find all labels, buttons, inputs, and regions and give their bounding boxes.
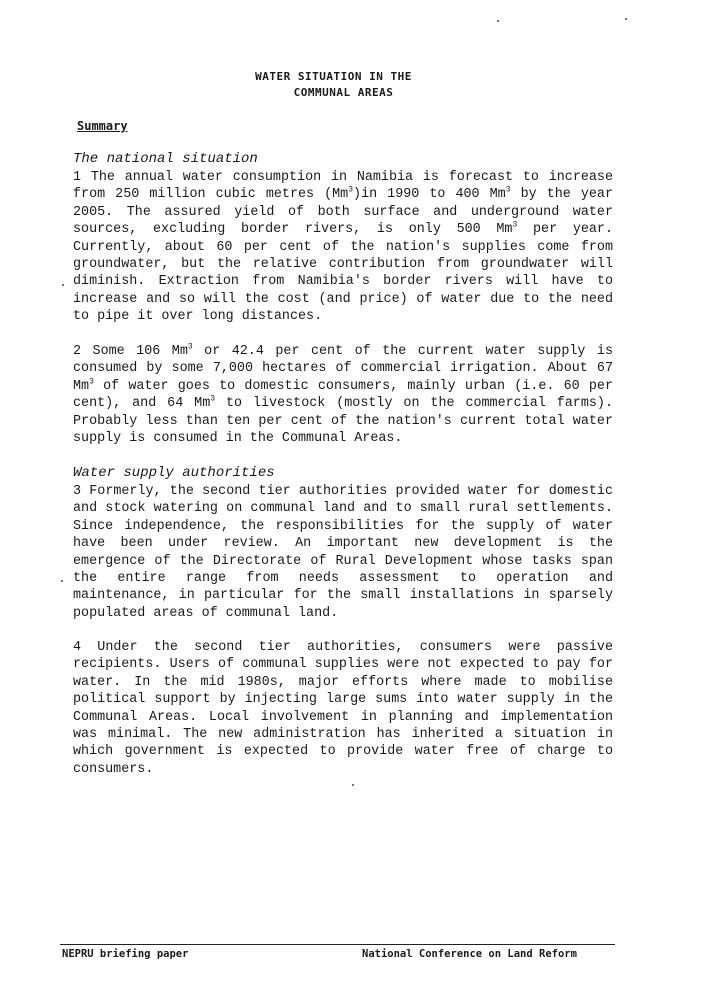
- paragraph-2-sup-1: 3: [187, 342, 193, 352]
- paragraph-2-text-d: to livestock (mostly on the commercial farms). Probably less than ten per cent of the nation's current total water supply is consumed in the Communal Areas.: [73, 396, 613, 447]
- paragraph-1-sup-3: 3: [512, 220, 518, 230]
- footer-divider: [60, 944, 615, 945]
- paragraph-3: 3 Formerly, the second tier authorities provided water for domestic and stock watering on communal land and to small rural settlements. Since independence, the responsibilities for the supply of water have been under review. An important new development is the emergence of the Directorate of Rural Development whose tasks span the entire range from needs assessment to operation and maintenance, in particular for the small installations in sparsely populated areas of communal land.: [73, 484, 613, 621]
- paragraph-1-text-c: by the year 2005. The assured yield of both surface and underground water sources, excluding border rivers, is only 500 Mm: [73, 187, 613, 238]
- scan-speck: [62, 284, 64, 286]
- paragraph-1: [73, 169, 613, 326]
- paragraph-1-text-a: 1 The annual water consumption in Namibia is forecast to increase from 250 million cubic metres (Mm: [73, 170, 613, 203]
- scan-speck: [497, 20, 499, 22]
- footer-left-text: NEPRU briefing paper: [62, 948, 189, 960]
- scan-speck: [352, 784, 354, 786]
- paragraph-1-text-b: )in 1990 to 400 Mm: [353, 187, 506, 203]
- summary-heading: Summary: [77, 119, 128, 133]
- paragraph-2-text-c: of water goes to domestic consumers, mainly urban (i.e. 60 per cent), and 64 Mm: [73, 378, 613, 412]
- paragraph-2: [73, 343, 613, 447]
- paragraph-1-sup-1: 3: [348, 185, 354, 195]
- paragraph-1-text-d: per year. Currently, about 60 per cent of the nation's supplies come from groundwater, but the relative contribution from groundwater will diminish. Extraction from Namibia's border rivers will have to increase and so will the cost (and price) of water due to the need to pipe it over long distances.: [73, 222, 613, 325]
- scan-speck: [61, 580, 63, 582]
- paragraph-2-text-a: 2 Some 106 Mm: [73, 344, 188, 359]
- paragraph-2-text-b: or 42.4 per cent of the current water supply is consumed by some 7,000 hectares of commercial irrigation. About 67 Mm: [73, 344, 614, 394]
- paragraph-1-sup-2: 3: [505, 185, 511, 195]
- title-line-1: WATER SITUATION IN THE: [255, 70, 412, 83]
- scan-speck: [625, 18, 627, 20]
- title-line-2: COMMUNAL AREAS: [293, 86, 394, 99]
- footer-right-text: National Conference on Land Reform: [362, 948, 577, 960]
- paragraph-2-sup-3: 3: [210, 394, 216, 404]
- paragraph-2-sup-2: 3: [89, 377, 94, 387]
- section-heading-national-situation: The national situation: [73, 151, 258, 167]
- section-heading-water-supply-authorities: Water supply authorities: [73, 465, 275, 481]
- paragraph-4: 4 Under the second tier authorities, consumers were passive recipients. Users of communal supplies were not expected to pay for water. In the mid 1980s, major efforts where made to mobilise political support by injecting large sums into water supply in the Communal Areas. Local involvement in planning and implementation was minimal. The new administration has inherited a situation in which government is expected to provide water free of charge to consumers.: [73, 640, 613, 777]
